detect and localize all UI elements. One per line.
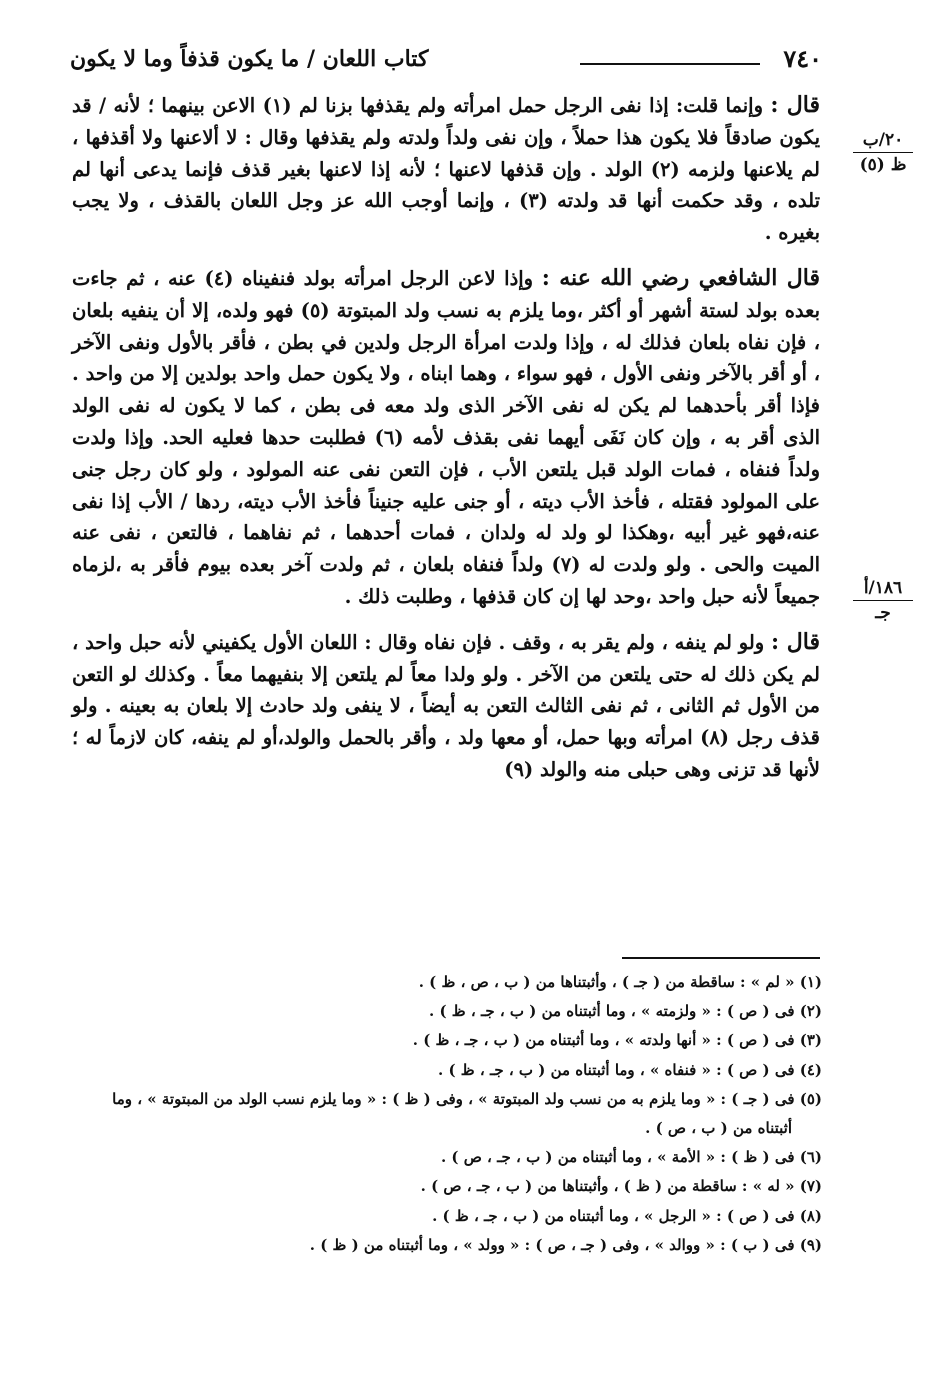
margin-note-a-rule (853, 152, 913, 153)
footnote-1: (١) « لم » : ساقطة من ( جـ ) ، وأثبتناها من ( ب ، ص ، ظ ) . (418, 973, 822, 991)
footnote-6: (٦) فى ( ظ ) : « الأمة » ، وما أثبتناه من ( ب ، جـ ، ص ) . (440, 1148, 822, 1167)
paragraph-3 (72, 627, 820, 786)
margin-note-b-source: جـ (875, 603, 891, 623)
footnote-9: (٩) فى ( ب ) : « ووالد » ، وفى ( جـ ، ص ) : « وولد » ، وما أثبتناه من ( ظ ) . (309, 1235, 822, 1254)
paragraph-1-lead: قال : (770, 92, 820, 118)
margin-note-folio-a (838, 130, 928, 175)
paragraph-3-text: ولو لم ينفه ، ولم يقر به ، وقف . فإن نفاه وقال : اللعان الأول يكفيني لأنه حبل واحد ، لم يكن ذلك له حتى يلتعن من الآخر . ولو ولدا معاً لم يلتعن إلا بنفيهما معاً . وكذلك لو التعن من الأول ثم الثانى ، ثم نفى الثالث التعن به أيضاً ، لا ينفى ولد حادث إلا بلعان به بعينه . ولو قذف رجل (٨) امرأته وبها حمل، أو معها ولد ، وأقر بالحمل والولد،أو لم ينفه، كان لازماً له ؛ لأنها قد تزنى وهى حبلى منه والولد (٩) (71, 630, 820, 781)
margin-note-b-rule (853, 600, 913, 601)
margin-note-b-folio: ١٨٦/أ (863, 578, 903, 598)
paragraph-2-lead: قال الشافعي رضي الله عنه : (541, 264, 821, 291)
footnote-5: (٥) فى ( جـ ) : « وما يلزم به من نسب ولد المبتوتة » ، وفى ( ظ ) : « وما يلزم نسب الولد من المبتوتة » ، وما (112, 1089, 822, 1108)
header-rule (580, 63, 760, 65)
margin-note-a-folio: ٢٠/ب (862, 130, 904, 150)
footnote-8: (٨) فى ( ص ) : « الرجل » ، وما أثبتناه من ( ب ، جـ ، ظ ) . (432, 1206, 822, 1225)
footnote-2: (٢) فى ( ص ) : « ولزمته » ، وما أثبتناه من ( ب ، جـ ، ظ ) . (429, 1002, 822, 1021)
paragraph-1 (72, 90, 820, 249)
page-number: ٧٤٠ (783, 44, 822, 73)
margin-note-a-source: ظ (٥) (859, 155, 907, 175)
paragraph-1-text: وإنما قلت: إذا نفى الرجل حمل امرأته ولم يقذفها بزنا لم (١) الاعن بينهما ؛ لأنه / قد يكون صادقاً فلا يكون هذا حملاً ، وإن نفى ولداً ولدته ولم يقذفها وقال : لا ألاعنها ولا أقذفها ، لم يلاعنها ولزمه (٢) الولد . وإن قذفها لاعنها ؛ لأنه إذا لاعنها بغير قذف فإنما يدعى أنها لم تلده ، وقد حكمت أنها قد ولدته (٣) ، وإنما أوجب الله عز وجل اللعان بالقذف ، ولا يجب بغيره . (72, 94, 820, 245)
footnote-4: (٤) فى ( ص ) : « فنفاه » ، وما أثبتناه من ( ب ، جـ ، ظ ) . (438, 1060, 822, 1079)
footnote-5-continued: أثبتناه من ( ب ، ص ) . (645, 1119, 792, 1138)
footnote-7: (٧) « له » : ساقطة من ( ظ ) ، وأثبتناها من ( ب ، جـ ، ص ) . (420, 1177, 822, 1196)
page-header (70, 44, 822, 80)
paragraph-2 (72, 263, 820, 613)
footnote-3: (٣) فى ( ص ) : « أنها ولدته » ، وما أثبتناه من ( ب ، جـ ، ظ ) . (412, 1031, 822, 1050)
paragraph-3-lead: قال : (771, 628, 820, 655)
main-text (72, 90, 820, 800)
footnote-rule (622, 957, 820, 959)
running-title: كتاب اللعان / ما يكون قذفاً وما لا يكون (70, 46, 429, 72)
margin-note-folio-b (838, 578, 928, 623)
paragraph-2-text: وإذا لاعن الرجل امرأته بولد فنفيناه (٤) عنه ، ثم جاءت بعده بولد لستة أشهر أو أكثر ،وما يلزم به نسب ولد المبتوتة (٥) فهو ولده، إلا أن ينفيه بلعان ، فإن نفاه بلعان فذلك له ، وإذا ولدت امرأة الرجل ولدين في بطن ، فأقر بالأول ونفى الآخر ، أو أقر بالآخر ونفى الأول ، فهو سواء ، وهما ابناه ، ولا يكون حمل واحد بولدين إلا من واحد . فإذا أقر بأحدهما لم يكن له نفى الآخر الذى ولد معه فى بطن ، كما لا يكون له نفى الولد الذى أقر به ، وإن كان نَفَى أيهما نفى بقذف لأمه (٦) فطلبت حدها فعليه الحد. وإذا ولدت ولداً فنفاه ، فمات الولد قبل يلتعن الأب ، فإن التعن نفى عنه المولود ، ولو كان رجل جنى على المولود فقتله ، فأخذ الأب ديته ، أو جنى عليه جنيناً فأخذ الأب ديته، ردها / الأب إذا نفى عنه،فهو غير أبيه ،وهكذا لو ولد له ولدان ، فمات أحدهما ، ثم نفاهما ، فالتعن ، نفى عنه الميت والحى . ولو ولدت له (٧) ولداً فنفاه بلعان ، ثم ولدت آخر بعده بيوم فأقر به ،لزماه جميعاً لأنه حبل واحد ،وحد لها إن كان قذفها ، وطلبت ذلك . (72, 266, 821, 608)
footnotes (72, 968, 822, 1260)
